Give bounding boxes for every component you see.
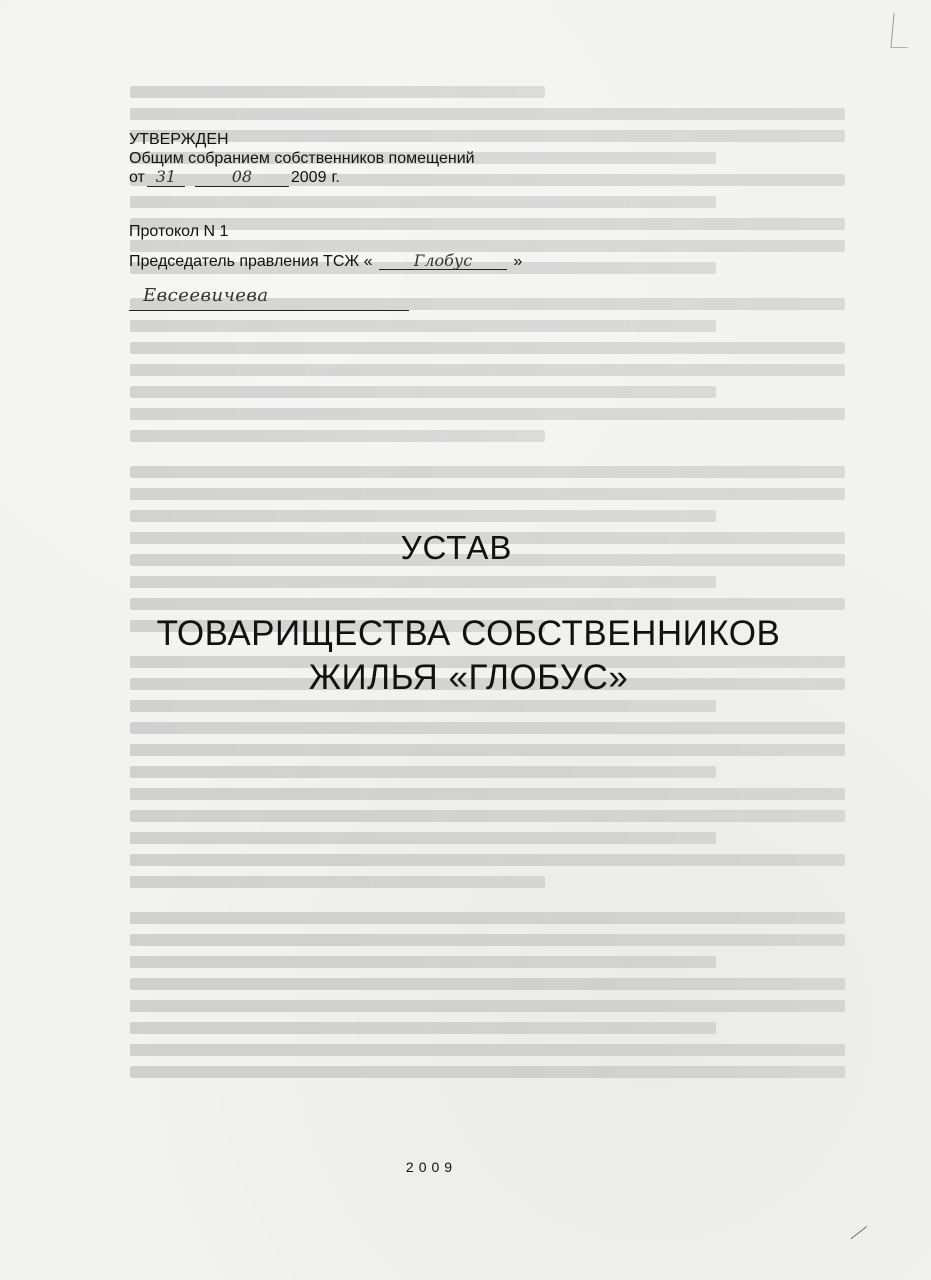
date-day-field: 31	[147, 169, 185, 187]
title-line-2: ЖИЛЬЯ «ГЛОБУС»	[308, 658, 629, 697]
document-title-main	[3, 612, 931, 700]
signature-area	[129, 284, 429, 314]
date-prefix: от	[129, 169, 145, 186]
chair-prefix: Председатель правления ТСЖ «	[129, 253, 373, 270]
chair-line	[129, 252, 522, 271]
chair-name-field: Глобус	[379, 252, 507, 270]
title-line-1: ТОВАРИЩЕСТВА СОБСТВЕННИКОВ	[156, 614, 781, 653]
document-title-ustav: УСТАВ	[400, 529, 513, 566]
protocol-text: Протокол N 1	[129, 223, 229, 240]
signature-text: Евсеевичева	[143, 285, 269, 306]
approved-label: УТВЕРЖДЕН	[129, 131, 229, 148]
date-year-text: 2009	[290, 169, 327, 186]
signature-line	[129, 310, 409, 311]
document-year: 2009	[405, 1159, 458, 1175]
approval-block	[129, 130, 599, 187]
date-month-field: 08	[195, 169, 289, 187]
approval-date-row	[129, 168, 599, 187]
date-suffix: г.	[331, 169, 340, 186]
pen-mark	[851, 1226, 880, 1255]
chair-suffix: »	[513, 253, 523, 270]
corner-fold-mark	[890, 13, 910, 48]
assembly-text: Общим собранием собственников помещений	[129, 150, 475, 167]
